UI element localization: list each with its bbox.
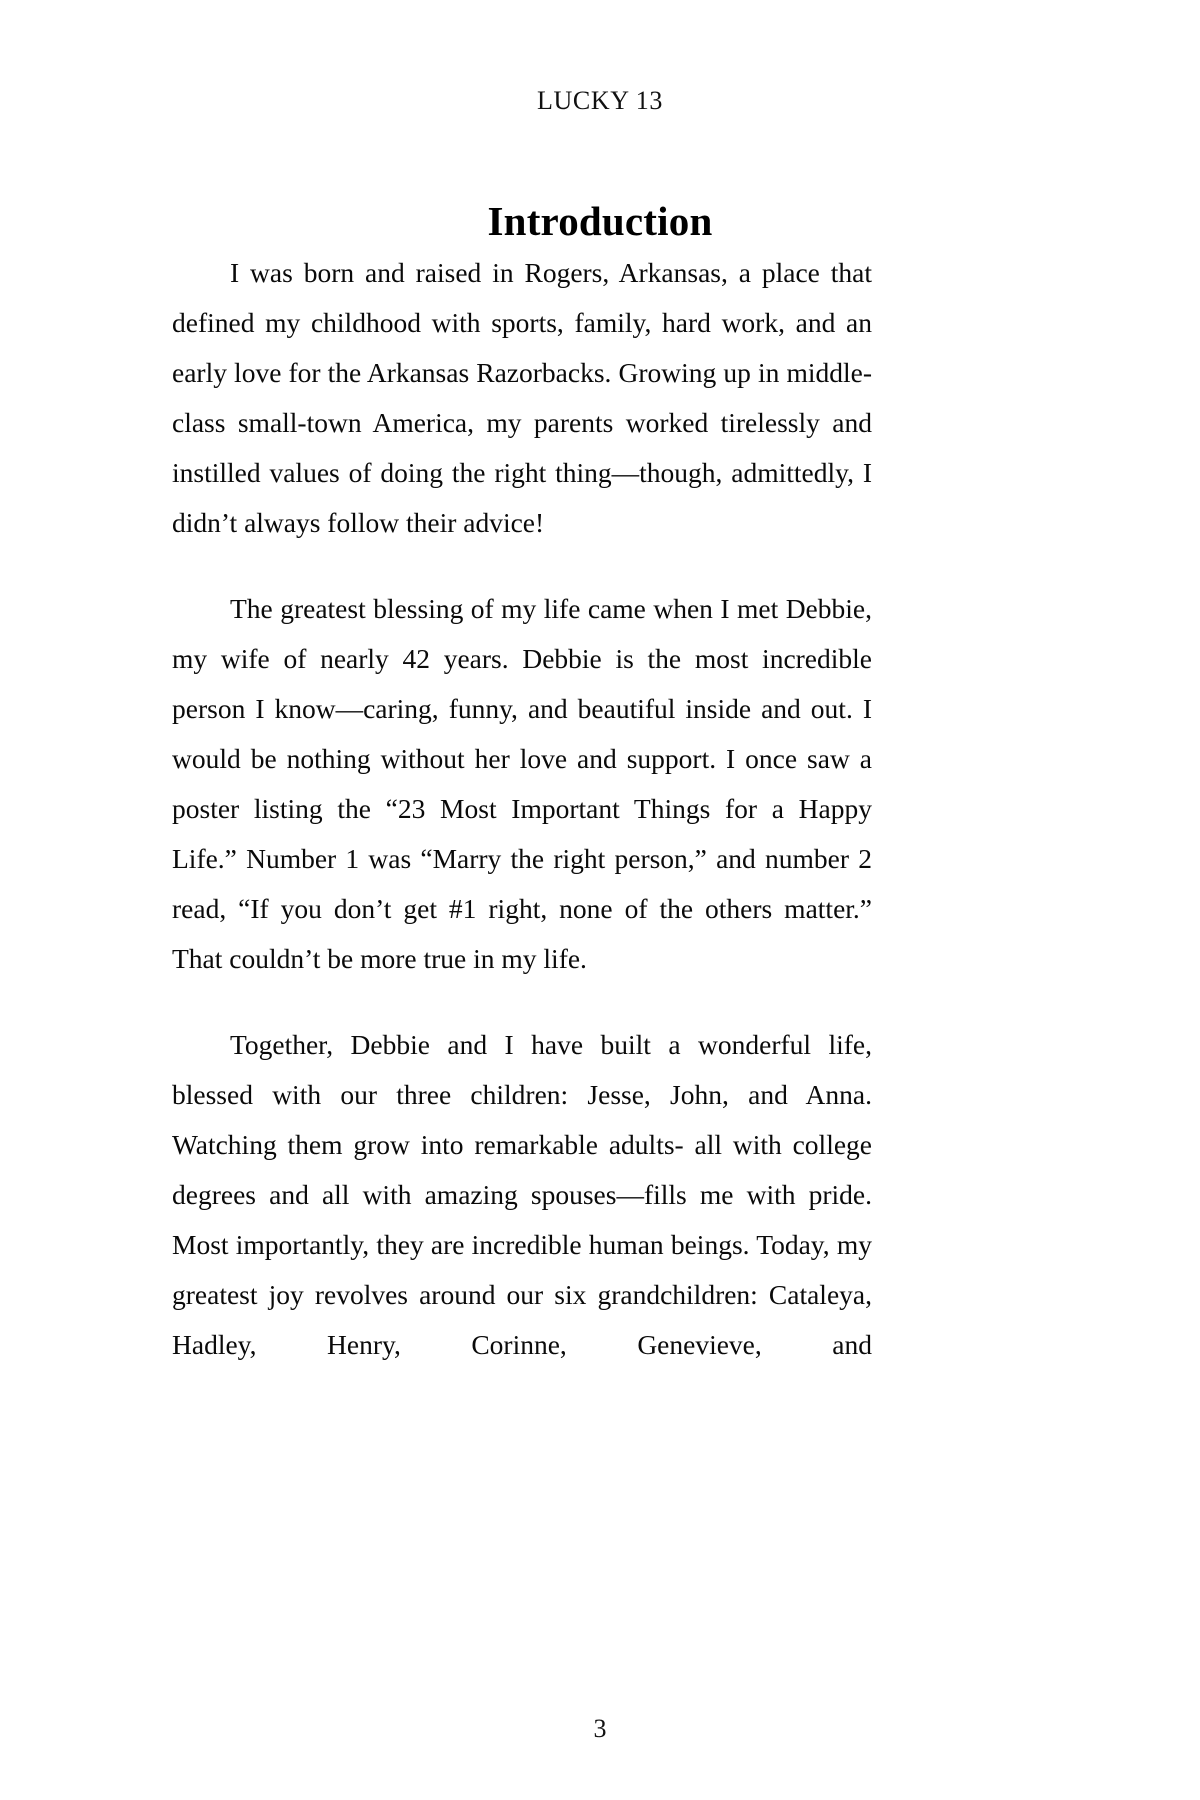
body-text (172, 248, 872, 1370)
page-title: Introduction (487, 198, 713, 245)
paragraph: I was born and raised in Rogers, Arkansas, a place that defined my childhood with sports, family, hard work, and an early love for the Arkansas Razorbacks. Growing up in middle-class small-town America, my parents worked tirelessly and instilled values of doing the right thing—though, admittedly, I didn’t always follow their advice! (172, 257, 872, 538)
running-header: LUCKY 13 (537, 86, 663, 115)
page-number: 3 (593, 1714, 607, 1743)
paragraph: Together, Debbie and I have built a wonderful life, blessed with our three children: Jesse, John, and Anna. Watching them grow into remarkable adults- all with college degrees and all with amazing spouses—fills me with pride. Most importantly, they are incredible human beings. Today, my greatest joy revolves around our six grandchildren: Cataleya, Hadley, Henry, Corinne, Genevieve, and (172, 1029, 872, 1360)
paragraph: The greatest blessing of my life came when I met Debbie, my wife of nearly 42 years. Debbie is the most incredible person I know—caring, funny, and beautiful inside and out. I would be nothing without her love and support. I once saw a poster listing the “23 Most Important Things for a Happy Life.” Number 1 was “Marry the right person,” and number 2 read, “If you don’t get #1 right, none of the others matter.” That couldn’t be more true in my life. (172, 593, 872, 974)
